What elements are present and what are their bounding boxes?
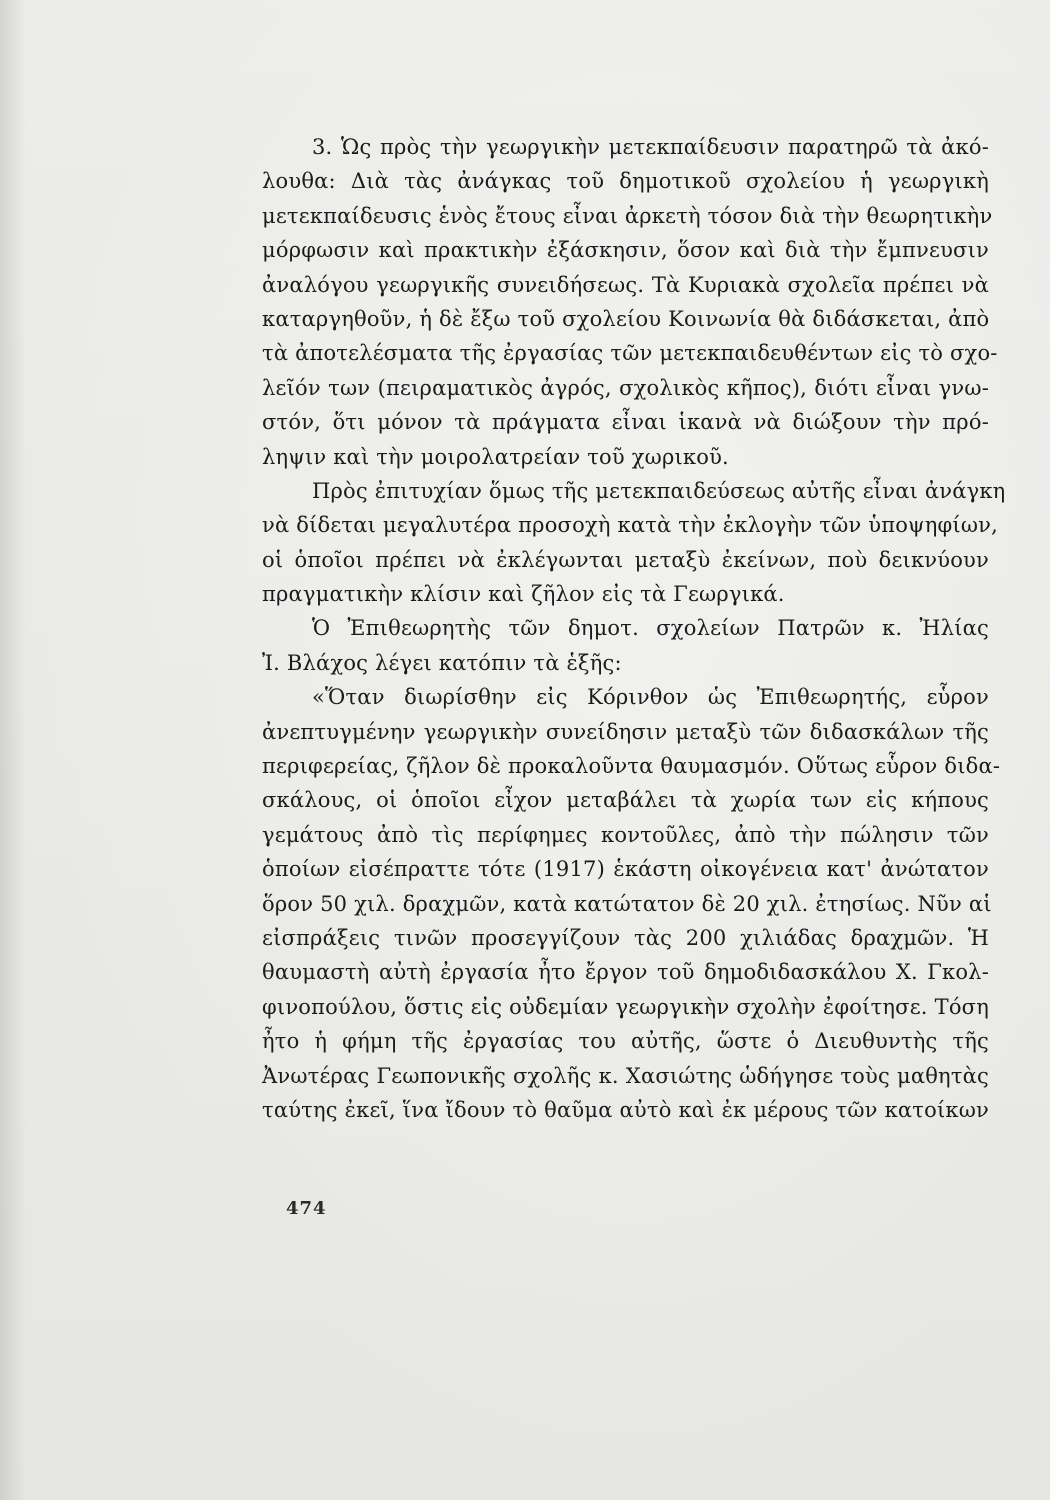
text-line: Ἀνωτέρας Γεωπονικῆς σχολῆς κ. Χασιώτης ὡδήγησε τοὺς μαθητὰς <box>262 1063 989 1088</box>
text-line: καταργηθοῦν, ἡ δὲ ἔξω τοῦ σχολείου Κοινωνία θὰ διδάσκεται, ἀπὸ <box>262 306 990 331</box>
text-line: γεμάτους ἀπὸ τὶς περίφημες κοντοῦλες, ἀπὸ τὴν πώλησιν τῶν <box>262 822 989 847</box>
text-line: ταύτης ἐκεῖ, ἵνα ἴδουν τὸ θαῦμα αὐτὸ καὶ ἐκ μέρους τῶν κατοίκων <box>262 1097 989 1122</box>
text-line: Πρὸς ἐπιτυχίαν ὅμως τῆς μετεκπαιδεύσεως αὐτῆς εἶναι ἀνάγκη <box>312 478 1006 503</box>
body-text <box>262 130 1006 1127</box>
text-line: ληψιν καὶ τὴν μοιρολατρείαν τοῦ χωρικοῦ. <box>262 444 729 469</box>
text-line: στόν, ὅτι μόνον τὰ πράγματα εἶναι ἱκανὰ νὰ διώξουν τὴν πρό- <box>262 410 989 435</box>
text-line: σκάλους, οἱ ὁποῖοι εἶχον μεταβάλει τὰ χωρία των εἰς κήπους <box>262 788 989 813</box>
text-line: 3. Ὡς πρὸς τὴν γεωργικὴν μετεκπαίδευσιν παρατηρῶ τὰ ἀκό- <box>312 135 989 159</box>
text-line: νὰ δίδεται μεγαλυτέρα προσοχὴ κατὰ τὴν ἐκλογὴν τῶν ὑποψηφίων, <box>262 513 999 538</box>
text-line: μόρφωσιν καὶ πρακτικὴν ἐξάσκησιν, ὅσον καὶ διὰ τὴν ἔμπνευσιν <box>262 238 989 263</box>
text-line: λεῖόν των (πειραματικὸς ἀγρός, σχολικὸς κῆπος), διότι εἶναι γνω- <box>262 375 989 400</box>
text-line: περιφερείας, ζῆλον δὲ προκαλοῦντα θαυμασμόν. Οὕτως εὗρον διδα- <box>262 754 1001 779</box>
text-line: εἰσπράξεις τινῶν προσεγγίζουν τὰς 200 χιλιάδας δραχμῶν. Ἡ <box>262 925 989 950</box>
text-line: «Ὅταν διωρίσθην εἰς Κόρινθον ὡς Ἐπιθεωρητής, εὗρον <box>312 685 989 710</box>
text-line: τὰ ἀποτελέσματα τῆς ἐργασίας τῶν μετεκπαιδευθέντων εἰς τὸ σχο- <box>262 341 998 366</box>
text-line: φινοπούλου, ὅστις εἰς οὐδεμίαν γεωργικὴν σχολὴν ἐφοίτησε. Τόση <box>262 994 989 1019</box>
text-line: Ὁ Ἐπιθεωρητὴς τῶν δημοτ. σχολείων Πατρῶν κ. Ἠλίας <box>312 616 989 641</box>
text-line: οἱ ὁποῖοι πρέπει νὰ ἐκλέγωνται μεταξὺ ἐκείνων, ποὺ δεικνύουν <box>262 547 989 572</box>
page-edge-shadow <box>0 0 26 1500</box>
page-number: 474 <box>286 1198 327 1219</box>
text-line: Ἰ. Βλάχος λέγει κατόπιν τὰ ἑξῆς: <box>262 650 622 675</box>
text-line: λουθα: Διὰ τὰς ἀνάγκας τοῦ δημοτικοῦ σχολείου ἡ γεωργικὴ <box>262 169 989 194</box>
text-line: ἦτο ἡ φήμη τῆς ἐργασίας του αὐτῆς, ὥστε ὁ Διευθυντὴς τῆς <box>262 1029 989 1054</box>
text-line: ἀναλόγου γεωργικῆς συνειδήσεως. Τὰ Κυριακὰ σχολεῖα πρέπει νὰ <box>262 272 989 297</box>
text-line: πραγματικὴν κλίσιν καὶ ζῆλον εἰς τὰ Γεωργικά. <box>262 582 785 607</box>
text-line: ὁποίων εἰσέπραττε τότε (1917) ἑκάστη οἰκογένεια κατ' ἀνώτατον <box>262 857 989 882</box>
text-line: ἀνεπτυγμένην γεωργικὴν συνείδησιν μεταξὺ τῶν διδασκάλων τῆς <box>262 719 989 744</box>
text-line: θαυμαστὴ αὐτὴ ἐργασία ἦτο ἔργον τοῦ δημοδιδασκάλου Χ. Γκολ- <box>262 960 989 985</box>
text-line: ὅρον 50 χιλ. δραχμῶν, κατὰ κατώτατον δὲ 20 χιλ. ἐτησίως. Νῦν αἱ <box>262 891 992 916</box>
text-line: μετεκπαίδευσις ἑνὸς ἔτους εἶναι ἀρκετὴ τόσον διὰ τὴν θεωρητικὴν <box>262 203 993 228</box>
